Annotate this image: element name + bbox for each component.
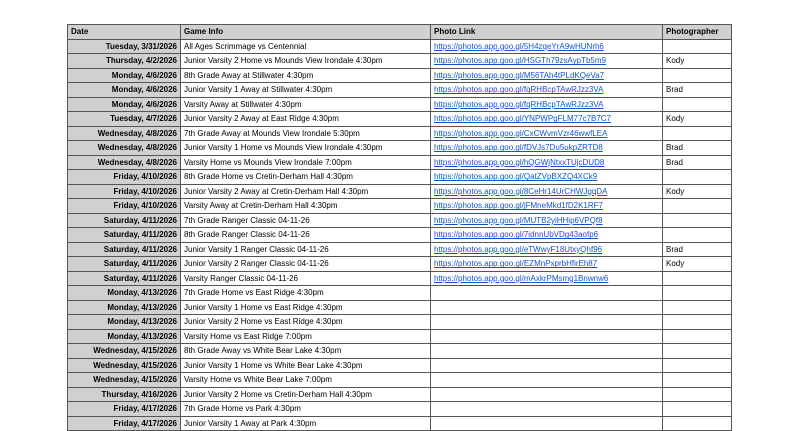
photo-link[interactable]: https://photos.app.goo.gl/5H4zqeYrA9wHUNrh6	[431, 39, 663, 54]
date-cell: Saturday, 4/11/2026	[68, 271, 181, 286]
table-row	[68, 242, 732, 257]
photo-link[interactable]: https://photos.app.goo.gl/EZMnPxprbHfirEh87	[431, 257, 663, 272]
table-row	[68, 329, 732, 344]
photo-link[interactable]: https://photos.app.goo.gl/MUTB2yiHHip6VPQf8	[431, 213, 663, 228]
photographer-cell	[663, 213, 732, 228]
date-cell: Friday, 4/10/2026	[68, 199, 181, 214]
table-row	[68, 271, 732, 286]
table-row	[68, 83, 732, 98]
date-cell: Wednesday, 4/15/2026	[68, 373, 181, 388]
photo-link[interactable]: https://photos.app.goo.gl/8CeHr14UrCHWJgqDA	[431, 184, 663, 199]
photo-link[interactable]: https://photos.app.goo.gl/fDVJs7Du5ukpZRTD8	[431, 141, 663, 156]
header-row	[68, 25, 732, 40]
table-row	[68, 213, 732, 228]
table-row	[68, 126, 732, 141]
table-row	[68, 155, 732, 170]
date-cell: Thursday, 4/16/2026	[68, 387, 181, 402]
date-cell: Wednesday, 4/8/2026	[68, 141, 181, 156]
game-info-cell: Varsity Away at Cretin-Derham Hall 4:30pm	[181, 199, 431, 214]
date-cell: Saturday, 4/11/2026	[68, 228, 181, 243]
game-info-cell: Junior Varsity 2 Ranger Classic 04-11-26	[181, 257, 431, 272]
game-info-cell: 8th Grade Away at Stillwater 4:30pm	[181, 68, 431, 83]
date-cell: Thursday, 4/2/2026	[68, 54, 181, 69]
date-cell: Monday, 4/13/2026	[68, 315, 181, 330]
game-info-cell: Varsity Home vs East Ridge 7:00pm	[181, 329, 431, 344]
table-row	[68, 315, 732, 330]
table-row	[68, 286, 732, 301]
table-body	[68, 39, 732, 431]
date-cell: Wednesday, 4/8/2026	[68, 155, 181, 170]
photo-link[interactable]: https://photos.app.goo.gl/QatZVpBXZQ4XCk9	[431, 170, 663, 185]
game-info-cell: 8th Grade Home vs Cretin-Derham Hall 4:30pm	[181, 170, 431, 185]
photographer-cell	[663, 126, 732, 141]
photographer-cell: Kody	[663, 184, 732, 199]
table-row	[68, 97, 732, 112]
game-info-cell: Varsity Home vs White Bear Lake 7:00pm	[181, 373, 431, 388]
photo-link	[431, 416, 663, 431]
photographer-cell: Brad	[663, 155, 732, 170]
photo-link	[431, 315, 663, 330]
game-info-cell: 7th Grade Ranger Classic 04-11-26	[181, 213, 431, 228]
header-photographer: Photographer	[663, 25, 732, 40]
photo-link	[431, 329, 663, 344]
table-row	[68, 68, 732, 83]
photographer-cell	[663, 416, 732, 431]
game-info-cell: 8th Grade Away vs White Bear Lake 4:30pm	[181, 344, 431, 359]
game-info-cell: Varsity Ranger Classic 04-11-26	[181, 271, 431, 286]
table-row	[68, 373, 732, 388]
photographer-cell	[663, 402, 732, 417]
table-row	[68, 184, 732, 199]
table-row	[68, 170, 732, 185]
photographer-cell	[663, 97, 732, 112]
photo-link[interactable]: https://photos.app.goo.gl/mAxkrPMsmg1Bnwnw6	[431, 271, 663, 286]
photo-link	[431, 300, 663, 315]
photographer-cell	[663, 387, 732, 402]
game-info-cell: Junior Varsity 2 Home vs East Ridge 4:30pm	[181, 315, 431, 330]
photo-link[interactable]: https://photos.app.goo.gl/CxCWvmVzr46wwfLEA	[431, 126, 663, 141]
table-row	[68, 416, 732, 431]
date-cell: Monday, 4/13/2026	[68, 286, 181, 301]
photographer-cell	[663, 315, 732, 330]
photo-link	[431, 387, 663, 402]
game-info-cell: 8th Grade Ranger Classic 04-11-26	[181, 228, 431, 243]
table-row	[68, 358, 732, 373]
photographer-cell: Brad	[663, 141, 732, 156]
game-info-cell: All Ages Scrimmage vs Centennial	[181, 39, 431, 54]
date-cell: Saturday, 4/11/2026	[68, 242, 181, 257]
photo-link	[431, 286, 663, 301]
game-info-cell: Junior Varsity 1 Ranger Classic 04-11-26	[181, 242, 431, 257]
date-cell: Wednesday, 4/15/2026	[68, 344, 181, 359]
date-cell: Friday, 4/17/2026	[68, 402, 181, 417]
date-cell: Friday, 4/17/2026	[68, 416, 181, 431]
photographer-cell	[663, 329, 732, 344]
date-cell: Tuesday, 4/7/2026	[68, 112, 181, 127]
date-cell: Wednesday, 4/8/2026	[68, 126, 181, 141]
date-cell: Saturday, 4/11/2026	[68, 257, 181, 272]
photographer-cell	[663, 228, 732, 243]
table-row	[68, 39, 732, 54]
game-info-cell: Junior Varsity 2 Home vs Mounds View Irondale 4:30pm	[181, 54, 431, 69]
date-cell: Wednesday, 4/15/2026	[68, 358, 181, 373]
game-info-cell: Junior Varsity 1 Away at Park 4:30pm	[181, 416, 431, 431]
date-cell: Monday, 4/13/2026	[68, 329, 181, 344]
schedule-sheet	[67, 24, 731, 431]
date-cell: Friday, 4/10/2026	[68, 170, 181, 185]
date-cell: Monday, 4/6/2026	[68, 68, 181, 83]
photo-link[interactable]: https://photos.app.goo.gl/YNPWPgFLM77c7B7C7	[431, 112, 663, 127]
photo-link	[431, 373, 663, 388]
photographer-cell	[663, 199, 732, 214]
table-row	[68, 257, 732, 272]
photo-link	[431, 402, 663, 417]
photo-schedule-table	[67, 24, 732, 431]
table-row	[68, 344, 732, 359]
photographer-cell	[663, 300, 732, 315]
photo-link[interactable]: https://photos.app.goo.gl/M56TAh4tPLdKQeVa7	[431, 68, 663, 83]
table-row	[68, 228, 732, 243]
game-info-cell: Junior Varsity 1 Home vs East Ridge 4:30pm	[181, 300, 431, 315]
photo-link[interactable]: https://photos.app.goo.gl/fqRHBcpTAwRJzz3VA	[431, 83, 663, 98]
photographer-cell: Brad	[663, 83, 732, 98]
table-row	[68, 199, 732, 214]
table-row	[68, 141, 732, 156]
game-info-cell: Junior Varsity 1 Home vs Mounds View Irondale 4:30pm	[181, 141, 431, 156]
game-info-cell: Varsity Away at Stillwater 4:30pm	[181, 97, 431, 112]
photo-link[interactable]: https://photos.app.goo.gl/hQGWjNtxxTUjcDUD8	[431, 155, 663, 170]
table-row	[68, 54, 732, 69]
header-photo-link: Photo Link	[431, 25, 663, 40]
photo-link[interactable]: https://photos.app.goo.gl/jFMneMkd1fD2K1RF7	[431, 199, 663, 214]
photographer-cell	[663, 170, 732, 185]
table-row	[68, 112, 732, 127]
photographer-cell	[663, 39, 732, 54]
table-row	[68, 402, 732, 417]
date-cell: Monday, 4/6/2026	[68, 97, 181, 112]
header-date: Date	[68, 25, 181, 40]
game-info-cell: Junior Varsity 2 Home vs Cretin-Derham Hall 4:30pm	[181, 387, 431, 402]
photographer-cell	[663, 271, 732, 286]
header-game-info: Game Info	[181, 25, 431, 40]
photo-link[interactable]: https://photos.app.goo.gl/eTWwyF18UtxyQhf96	[431, 242, 663, 257]
game-info-cell: Varsity Home vs Mounds View Irondale 7:00pm	[181, 155, 431, 170]
photo-link[interactable]: https://photos.app.goo.gl/HSGTh79zsAypTb5m9	[431, 54, 663, 69]
game-info-cell: Junior Varsity 1 Home vs White Bear Lake 4:30pm	[181, 358, 431, 373]
game-info-cell: 7th Grade Home vs East Ridge 4:30pm	[181, 286, 431, 301]
photo-link[interactable]: https://photos.app.goo.gl/fqRHBcpTAwRJzz3VA	[431, 97, 663, 112]
photographer-cell: Kody	[663, 54, 732, 69]
date-cell: Friday, 4/10/2026	[68, 184, 181, 199]
photographer-cell	[663, 344, 732, 359]
date-cell: Monday, 4/13/2026	[68, 300, 181, 315]
table-row	[68, 300, 732, 315]
date-cell: Monday, 4/6/2026	[68, 83, 181, 98]
date-cell: Saturday, 4/11/2026	[68, 213, 181, 228]
game-info-cell: Junior Varsity 2 Away at Cretin-Derham Hall 4:30pm	[181, 184, 431, 199]
game-info-cell: Junior Varsity 2 Away at East Ridge 4:30pm	[181, 112, 431, 127]
photographer-cell	[663, 286, 732, 301]
photographer-cell	[663, 358, 732, 373]
game-info-cell: 7th Grade Home vs Park 4:30pm	[181, 402, 431, 417]
photographer-cell: Kody	[663, 257, 732, 272]
game-info-cell: 7th Grade Away at Mounds View Irondale 5:30pm	[181, 126, 431, 141]
game-info-cell: Junior Varsity 1 Away at Stillwater 4:30pm	[181, 83, 431, 98]
photo-link	[431, 344, 663, 359]
date-cell: Tuesday, 3/31/2026	[68, 39, 181, 54]
photographer-cell: Kody	[663, 112, 732, 127]
table-row	[68, 387, 732, 402]
photographer-cell: Brad	[663, 242, 732, 257]
photo-link[interactable]: https://photos.app.goo.gl/7idnnUbVDg43aofp6	[431, 228, 663, 243]
photo-link	[431, 358, 663, 373]
photographer-cell	[663, 373, 732, 388]
photographer-cell	[663, 68, 732, 83]
